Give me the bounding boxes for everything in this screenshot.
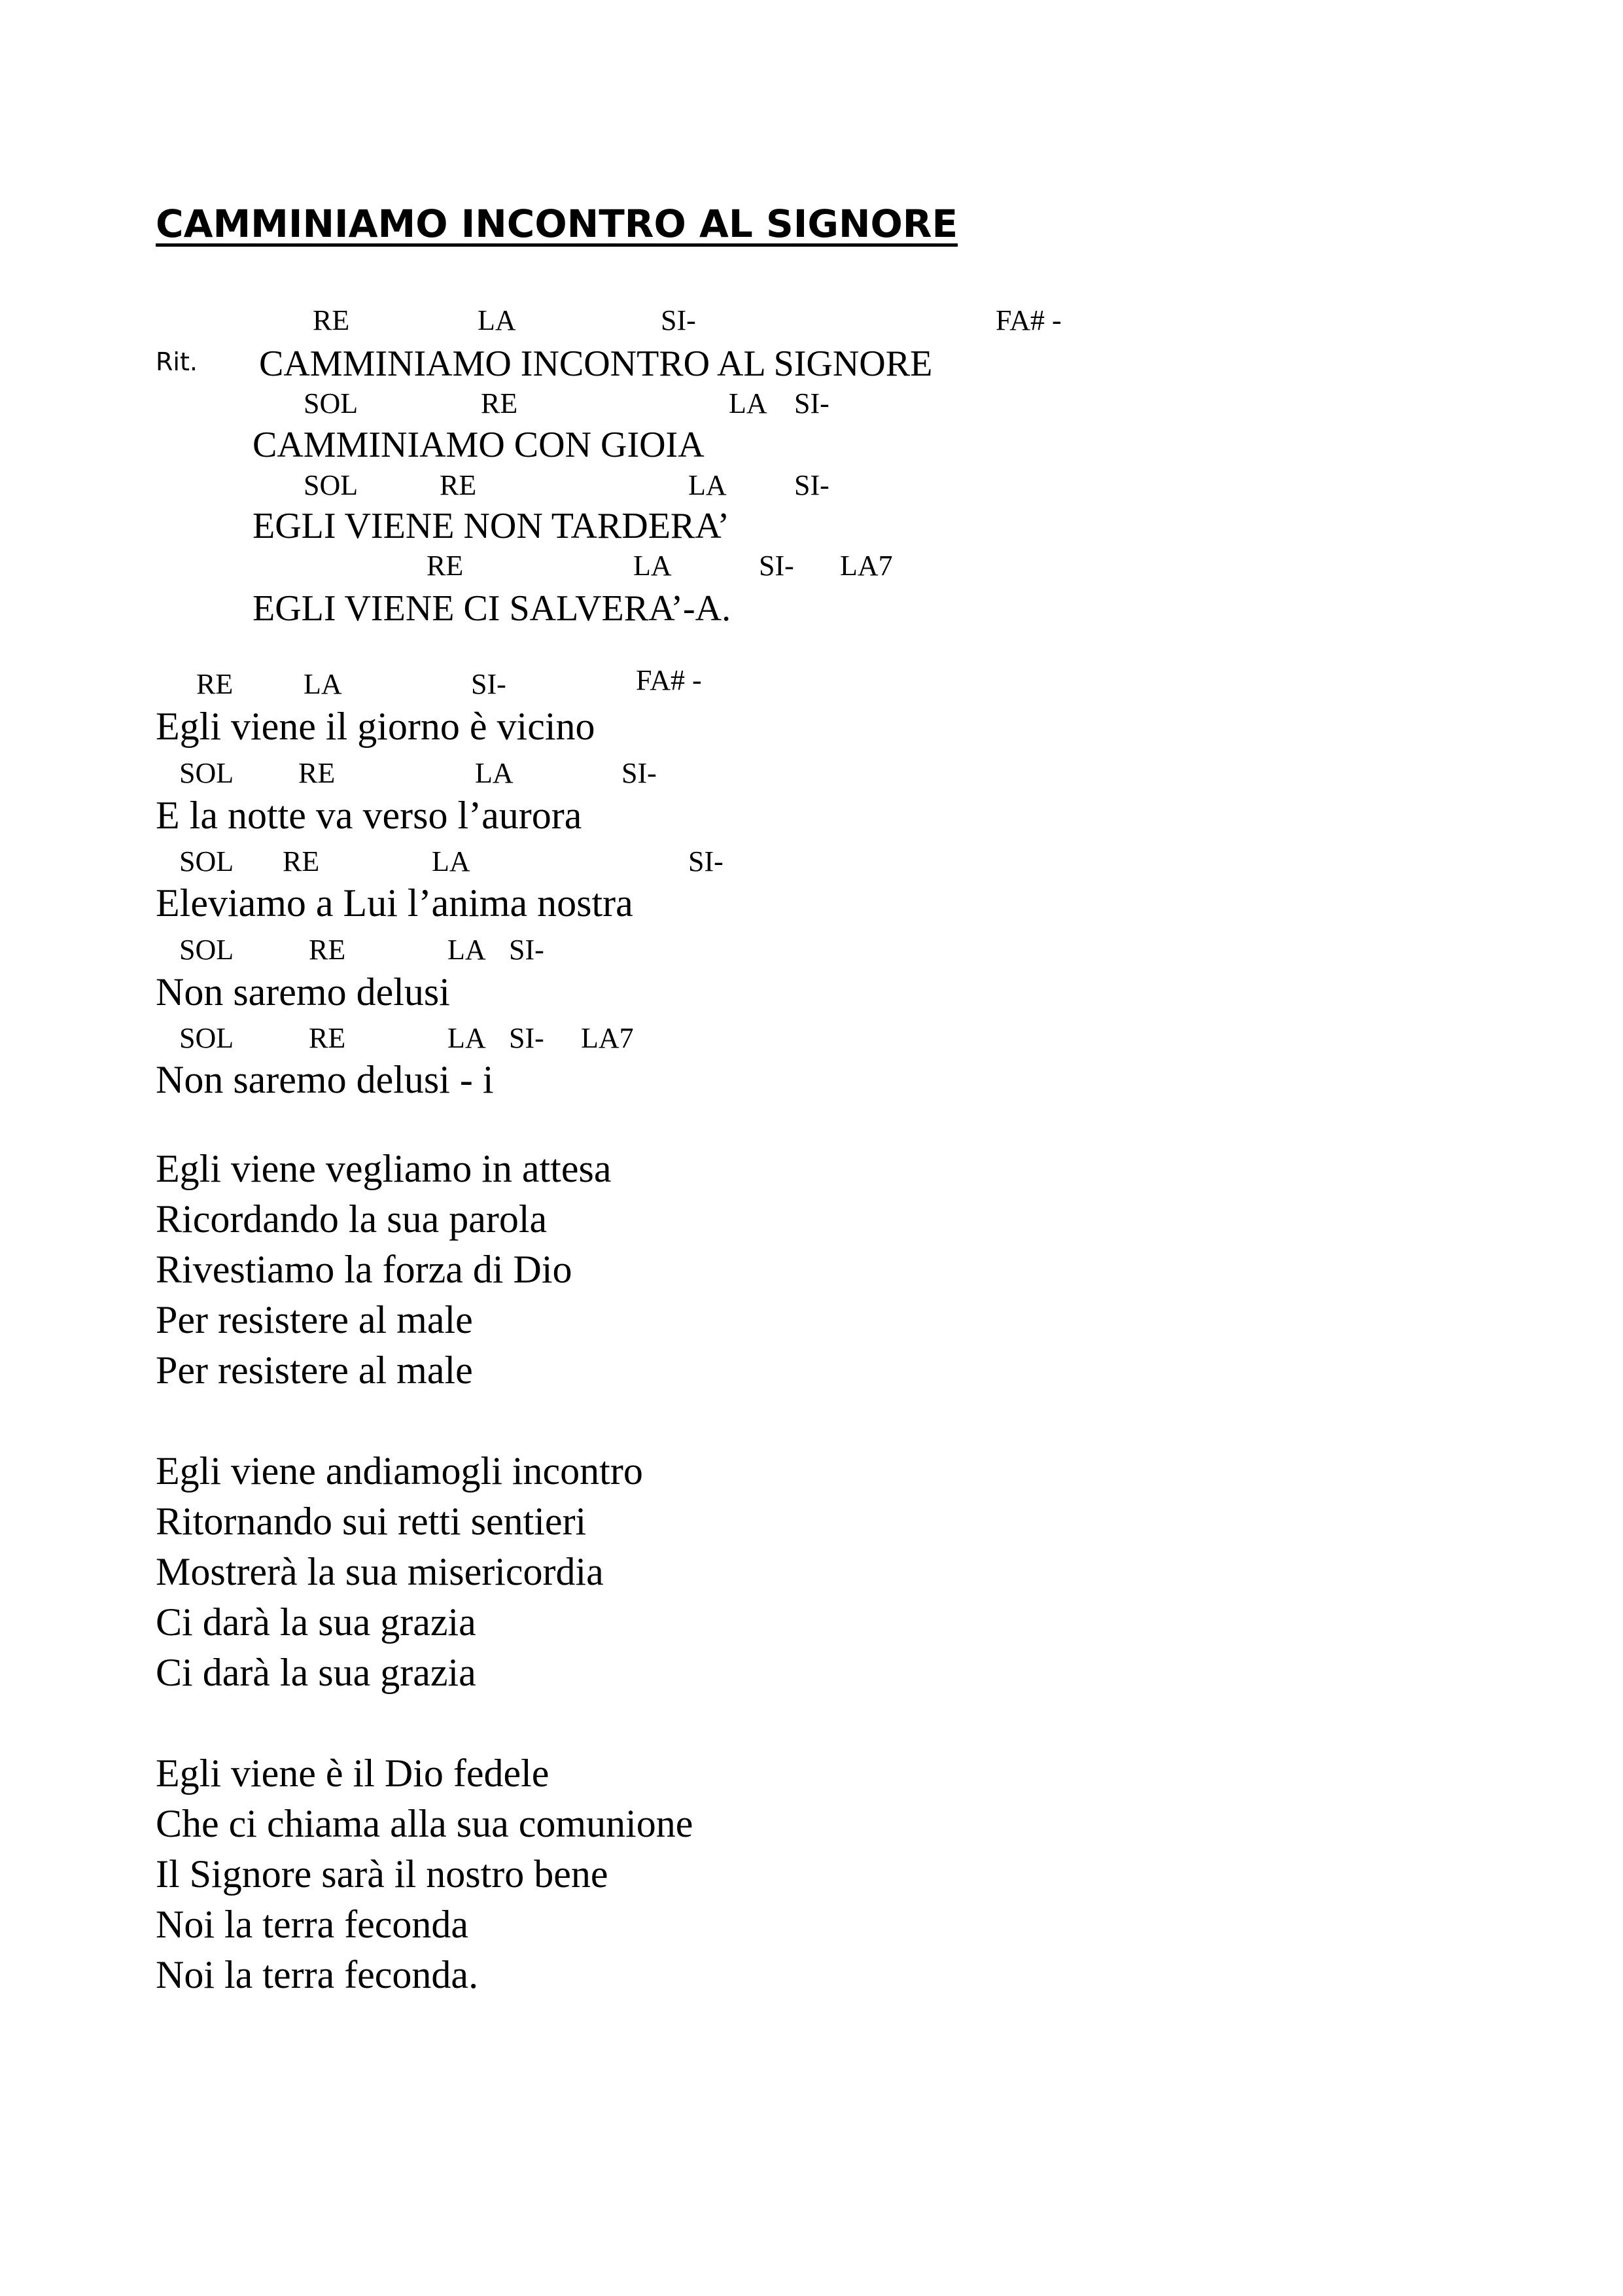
verse-line: Per resistere al male bbox=[156, 1349, 473, 1392]
verse-line: Non saremo delusi - i bbox=[156, 1058, 494, 1101]
refrain-line: EGLI VIENE NON TARDERA’ bbox=[253, 506, 730, 546]
verse-line: Ritornando sui retti sentieri bbox=[156, 1500, 587, 1543]
verse-line: Noi la terra feconda bbox=[156, 1903, 469, 1946]
refrain-line: EGLI VIENE CI SALVERA’-A. bbox=[253, 588, 731, 629]
chord: SOL bbox=[179, 1022, 234, 1054]
chord: LA bbox=[304, 668, 342, 700]
chord: LA bbox=[447, 1022, 486, 1054]
refrain-line: CAMMINIAMO CON GIOIA bbox=[253, 425, 705, 465]
chord: RE bbox=[298, 757, 336, 789]
chord: SI- bbox=[509, 934, 544, 966]
chord: RE bbox=[283, 845, 320, 877]
chord: SI- bbox=[794, 387, 829, 419]
chord: SOL bbox=[179, 934, 234, 966]
verse-line: Per resistere al male bbox=[156, 1298, 473, 1341]
chord: SOL bbox=[304, 387, 358, 419]
verse-line: Che ci chiama alla sua comunione bbox=[156, 1802, 693, 1845]
chord: SI- bbox=[794, 469, 829, 501]
song-title: CAMMINIAMO INCONTRO AL SIGNORE bbox=[156, 202, 958, 246]
verse-line: Il Signore sarà il nostro bene bbox=[156, 1852, 608, 1896]
chord: LA bbox=[688, 469, 727, 501]
chord: SI- bbox=[471, 668, 506, 700]
chord: FA# - bbox=[636, 664, 702, 696]
chord: LA bbox=[478, 304, 516, 336]
chord: SOL bbox=[179, 845, 234, 877]
chord: SOL bbox=[304, 469, 358, 501]
verse-line: Eleviamo a Lui l’anima nostra bbox=[156, 881, 633, 925]
chord: LA bbox=[447, 934, 486, 966]
verse-line: Rivestiamo la forza di Dio bbox=[156, 1248, 572, 1291]
chord: SI- bbox=[621, 757, 657, 789]
chord: SOL bbox=[179, 757, 234, 789]
verse-line: Noi la terra feconda. bbox=[156, 1953, 479, 1996]
chord: SI- bbox=[759, 550, 794, 582]
verse-line: Non saremo delusi bbox=[156, 970, 450, 1014]
chord: LA bbox=[432, 845, 470, 877]
chord: LA7 bbox=[840, 550, 893, 582]
chord: FA# - bbox=[996, 304, 1062, 336]
verse-line: Ci darà la sua grazia bbox=[156, 1651, 476, 1694]
chord: SI- bbox=[688, 845, 724, 877]
chord: RE bbox=[427, 550, 464, 582]
chord: SI- bbox=[509, 1022, 544, 1054]
chord: LA bbox=[729, 387, 767, 419]
refrain-line: CAMMINIAMO INCONTRO AL SIGNORE bbox=[259, 344, 933, 384]
refrain-label: Rit. bbox=[156, 347, 198, 376]
chord: SI- bbox=[661, 304, 696, 336]
verse-line: Ci darà la sua grazia bbox=[156, 1600, 476, 1644]
verse-line: E la notte va verso l’aurora bbox=[156, 794, 582, 837]
chord: LA bbox=[633, 550, 672, 582]
chord: RE bbox=[309, 934, 346, 966]
chord: LA bbox=[475, 757, 514, 789]
verse-line: Egli viene il giorno è vicino bbox=[156, 705, 595, 748]
chord: RE bbox=[309, 1022, 346, 1054]
chord: LA7 bbox=[581, 1022, 634, 1054]
verse-line: Egli viene vegliamo in attesa bbox=[156, 1147, 612, 1190]
verse-line: Mostrerà la sua misericordia bbox=[156, 1550, 604, 1593]
verse-line: Ricordando la sua parola bbox=[156, 1197, 548, 1241]
chord: RE bbox=[440, 469, 477, 501]
verse-line: Egli viene è il Dio fedele bbox=[156, 1752, 550, 1795]
verse-line: Egli viene andiamogli incontro bbox=[156, 1449, 643, 1492]
chord: RE bbox=[481, 387, 518, 419]
chord: RE bbox=[313, 304, 350, 336]
chord: RE bbox=[196, 668, 234, 700]
